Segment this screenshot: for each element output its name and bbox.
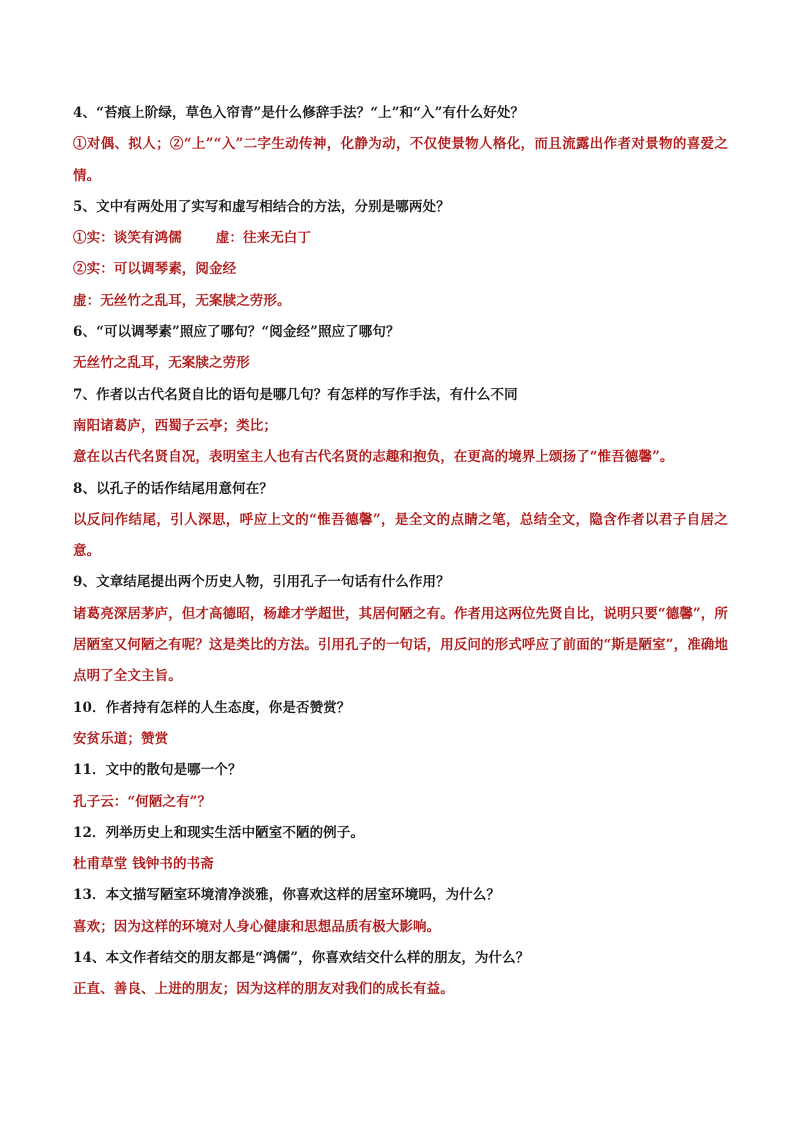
question-6: 6、“可以调琴素”照应了哪句？“阅金经”照应了哪句？ [73,324,400,341]
answer-9: 诸葛亮深居茅庐，但才高德昭，杨雄才学超世，其居何陋之有。作者用这两位先贤自比，说明只要“德馨”，所居陋室又何陋之有呢？这是类比的方法。引用孔子的一句话，用反问的形式呼应了前面的“斯是陋室”，准确地点明了全文主旨。 [73,605,728,685]
answer-5-line-1 [73,223,728,254]
question-8: 8、以孔子的话作结尾用意何在？ [73,480,273,497]
answer-5-real-2: ②实：可以调琴素，阅金经 [73,261,237,278]
answer-5-virtual-2: 虚：无丝竹之乱耳，无案牍之劳形。 [73,292,291,309]
answer-6: 无丝竹之乱耳，无案牍之劳形 [73,355,250,372]
question-10: 10．作者持有怎样的人生态度，你是否赞赏？ [73,699,351,716]
question-4: 4、“苔痕上阶绿，草色入帘青”是什么修辞手法？“上”和“入”有什么好处？ [73,105,525,121]
question-9: 9、文章结尾提出两个历史人物，引用孔子一句话有什么作用？ [73,574,450,591]
answer-5-virtual-1: 虚：往来无白丁 [215,230,312,247]
answer-10: 安贫乐道；赞赏 [73,730,169,747]
question-13: 13．本文描写陋室环境清净淡雅，你喜欢这样的居室环境吗，为什么？ [73,887,500,904]
answer-11: 孔子云：“何陋之有”？ [73,793,212,810]
question-11: 11．文中的散句是哪一个？ [73,762,242,779]
question-7: 7、作者以古代名贤自比的语句是哪几句？有怎样的写作手法，有什么不同 [73,386,518,403]
answer-13: 喜欢；因为这样的环境对人身心健康和思想品质有极大影响。 [73,918,441,935]
answer-8: 以反问作结尾，引人深思，呼应上文的“惟吾德馨”，是全文的点睛之笔，总结全文，隐含作者以君子自居之意。 [73,511,728,560]
answer-12: 杜甫草堂 钱钟书的书斋 [73,856,214,873]
answer-7-line-1: 南阳诸葛庐，西蜀子云亭；类比； [73,417,277,434]
question-14: 14、本文作者结交的朋友都是“鸿儒”，你喜欢结交什么样的朋友，为什么？ [73,950,530,967]
answer-14: 正直、善良、上进的朋友；因为这样的朋友对我们的成长有益。 [73,981,454,998]
answer-4: ①对偶、拟人；②“上”“入”二字生动传神，化静为动，不仅使景物人格化，而且流露出作者对景物的喜爱之情。 [73,136,728,184]
question-5: 5、文中有两处用了实写和虚写相结合的方法，分别是哪两处？ [73,198,450,215]
answer-7-line-2: 意在以古代名贤自况，表明室主人也有古代名贤的志趣和抱负，在更高的境界上颂扬了“惟吾德馨”。 [73,449,674,466]
answer-5-real-1: ①实：谈笑有鸿儒 [73,230,182,247]
question-12: 12．列举历史上和现实生活中陋室不陋的例子。 [73,824,364,841]
